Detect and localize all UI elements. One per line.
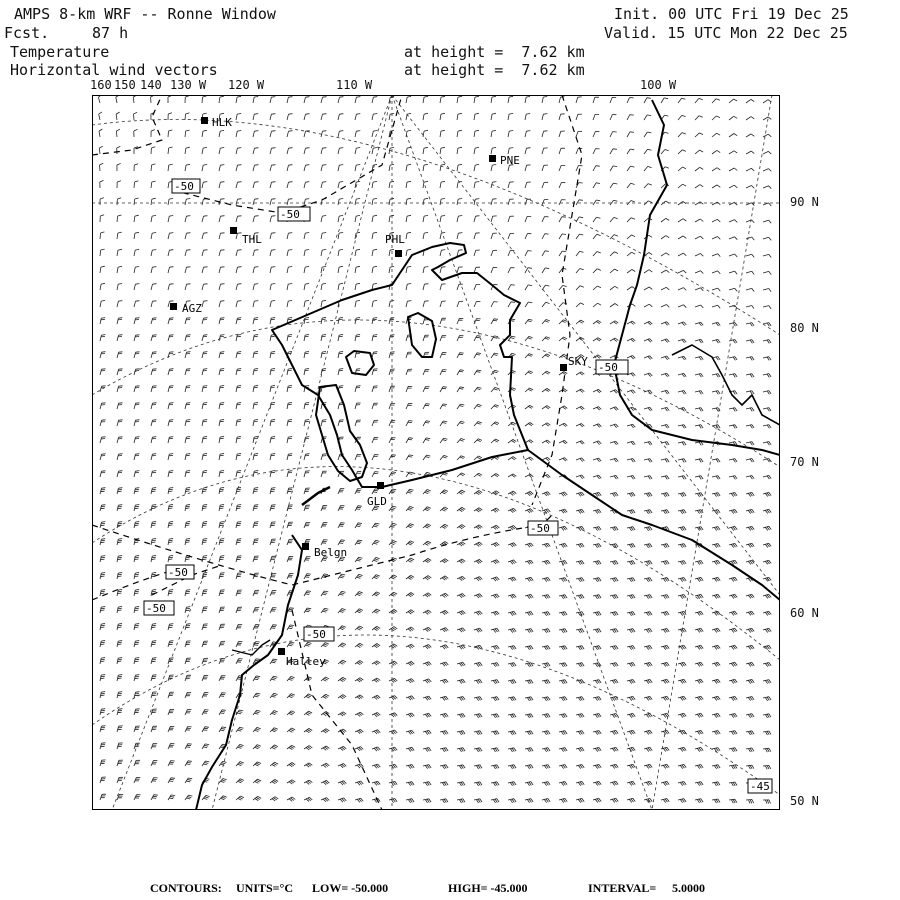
footer-units: UNITS=°C — [236, 881, 293, 895]
station-sky-label: SKY — [568, 355, 588, 368]
lon-label-160: 160 — [90, 78, 112, 92]
station-gld-marker — [377, 482, 384, 489]
station-phl-marker — [395, 250, 402, 257]
field2-name: Horizontal wind vectors — [10, 61, 218, 79]
lat-label-60: 60 N — [790, 606, 819, 620]
korff-ice-rise — [346, 351, 374, 375]
contour-label: -50 — [306, 628, 326, 641]
station-thl-label: THL — [242, 233, 262, 246]
lat-label-70: 70 N — [790, 455, 819, 469]
station-agz-label: AGZ — [182, 302, 202, 315]
lat-label-90: 90 N — [790, 195, 819, 209]
valid-time: Valid. 15 UTC Mon 22 Dec 25 — [604, 24, 848, 42]
lon-label-110: 110 W — [336, 78, 373, 92]
wind-vector-field — [98, 95, 771, 804]
lon-label-100: 100 W — [640, 78, 677, 92]
station-thl-marker — [230, 227, 237, 234]
footer-low: LOW= -50.000 — [312, 881, 389, 895]
contour-label: -50 — [168, 566, 188, 579]
lon-label-150: 150 — [114, 78, 136, 92]
station-markers — [170, 117, 567, 655]
height1-text: at height = 7.62 km — [404, 43, 585, 61]
footer-contours: CONTOURS: — [150, 881, 222, 895]
station-pne-label: PNE — [500, 154, 520, 167]
contour-label: -50 — [146, 602, 166, 615]
contour-label: -45 — [750, 780, 770, 793]
height2-text: at height = 7.62 km — [404, 61, 585, 79]
contour-label: -50 — [598, 361, 618, 374]
map-plot — [92, 95, 780, 810]
station-agz-marker — [170, 303, 177, 310]
lon-label-120: 120 W — [228, 78, 265, 92]
station-hlk-marker — [201, 117, 208, 124]
graticule — [92, 95, 780, 810]
init-time: Init. 00 UTC Fri 19 Dec 25 — [614, 5, 849, 23]
east-coast — [528, 450, 780, 600]
lon-label-140: 140 — [140, 78, 162, 92]
contour-label: -50 — [174, 180, 194, 193]
forecast-label: Fcst. — [4, 24, 50, 42]
lon-label-130: 130 W — [170, 78, 207, 92]
lat-label-50: 50 N — [790, 794, 819, 808]
henry-ice-rise — [408, 313, 436, 357]
station-sky-marker — [560, 364, 567, 371]
wind-barbs — [98, 95, 771, 804]
contour-label: -50 — [280, 208, 300, 221]
station-hlk-label: HLK — [212, 116, 232, 129]
station-halley-label: Halley — [286, 655, 326, 668]
lat-label-80: 80 N — [790, 321, 819, 335]
station-belgn-marker — [302, 543, 309, 550]
map-title: AMPS 8-km WRF -- Ronne Window — [14, 5, 276, 23]
footer-interval-value: 5.0000 — [672, 881, 705, 895]
footer-high: HIGH= -45.000 — [448, 881, 528, 895]
coats-land-coast — [196, 535, 302, 810]
ronne-ice-shelf-front — [272, 243, 528, 487]
station-halley-marker — [278, 648, 285, 655]
forecast-hours: 87 h — [92, 24, 129, 42]
station-phl-label: PHL — [385, 233, 405, 246]
footer-interval: INTERVAL= — [588, 881, 657, 895]
contour-label: -50 — [530, 522, 550, 535]
field1-name: Temperature — [10, 43, 110, 61]
station-belgn-label: Belgn — [314, 546, 348, 559]
station-pne-marker — [489, 155, 496, 162]
station-gld-label: GLD — [367, 495, 387, 508]
